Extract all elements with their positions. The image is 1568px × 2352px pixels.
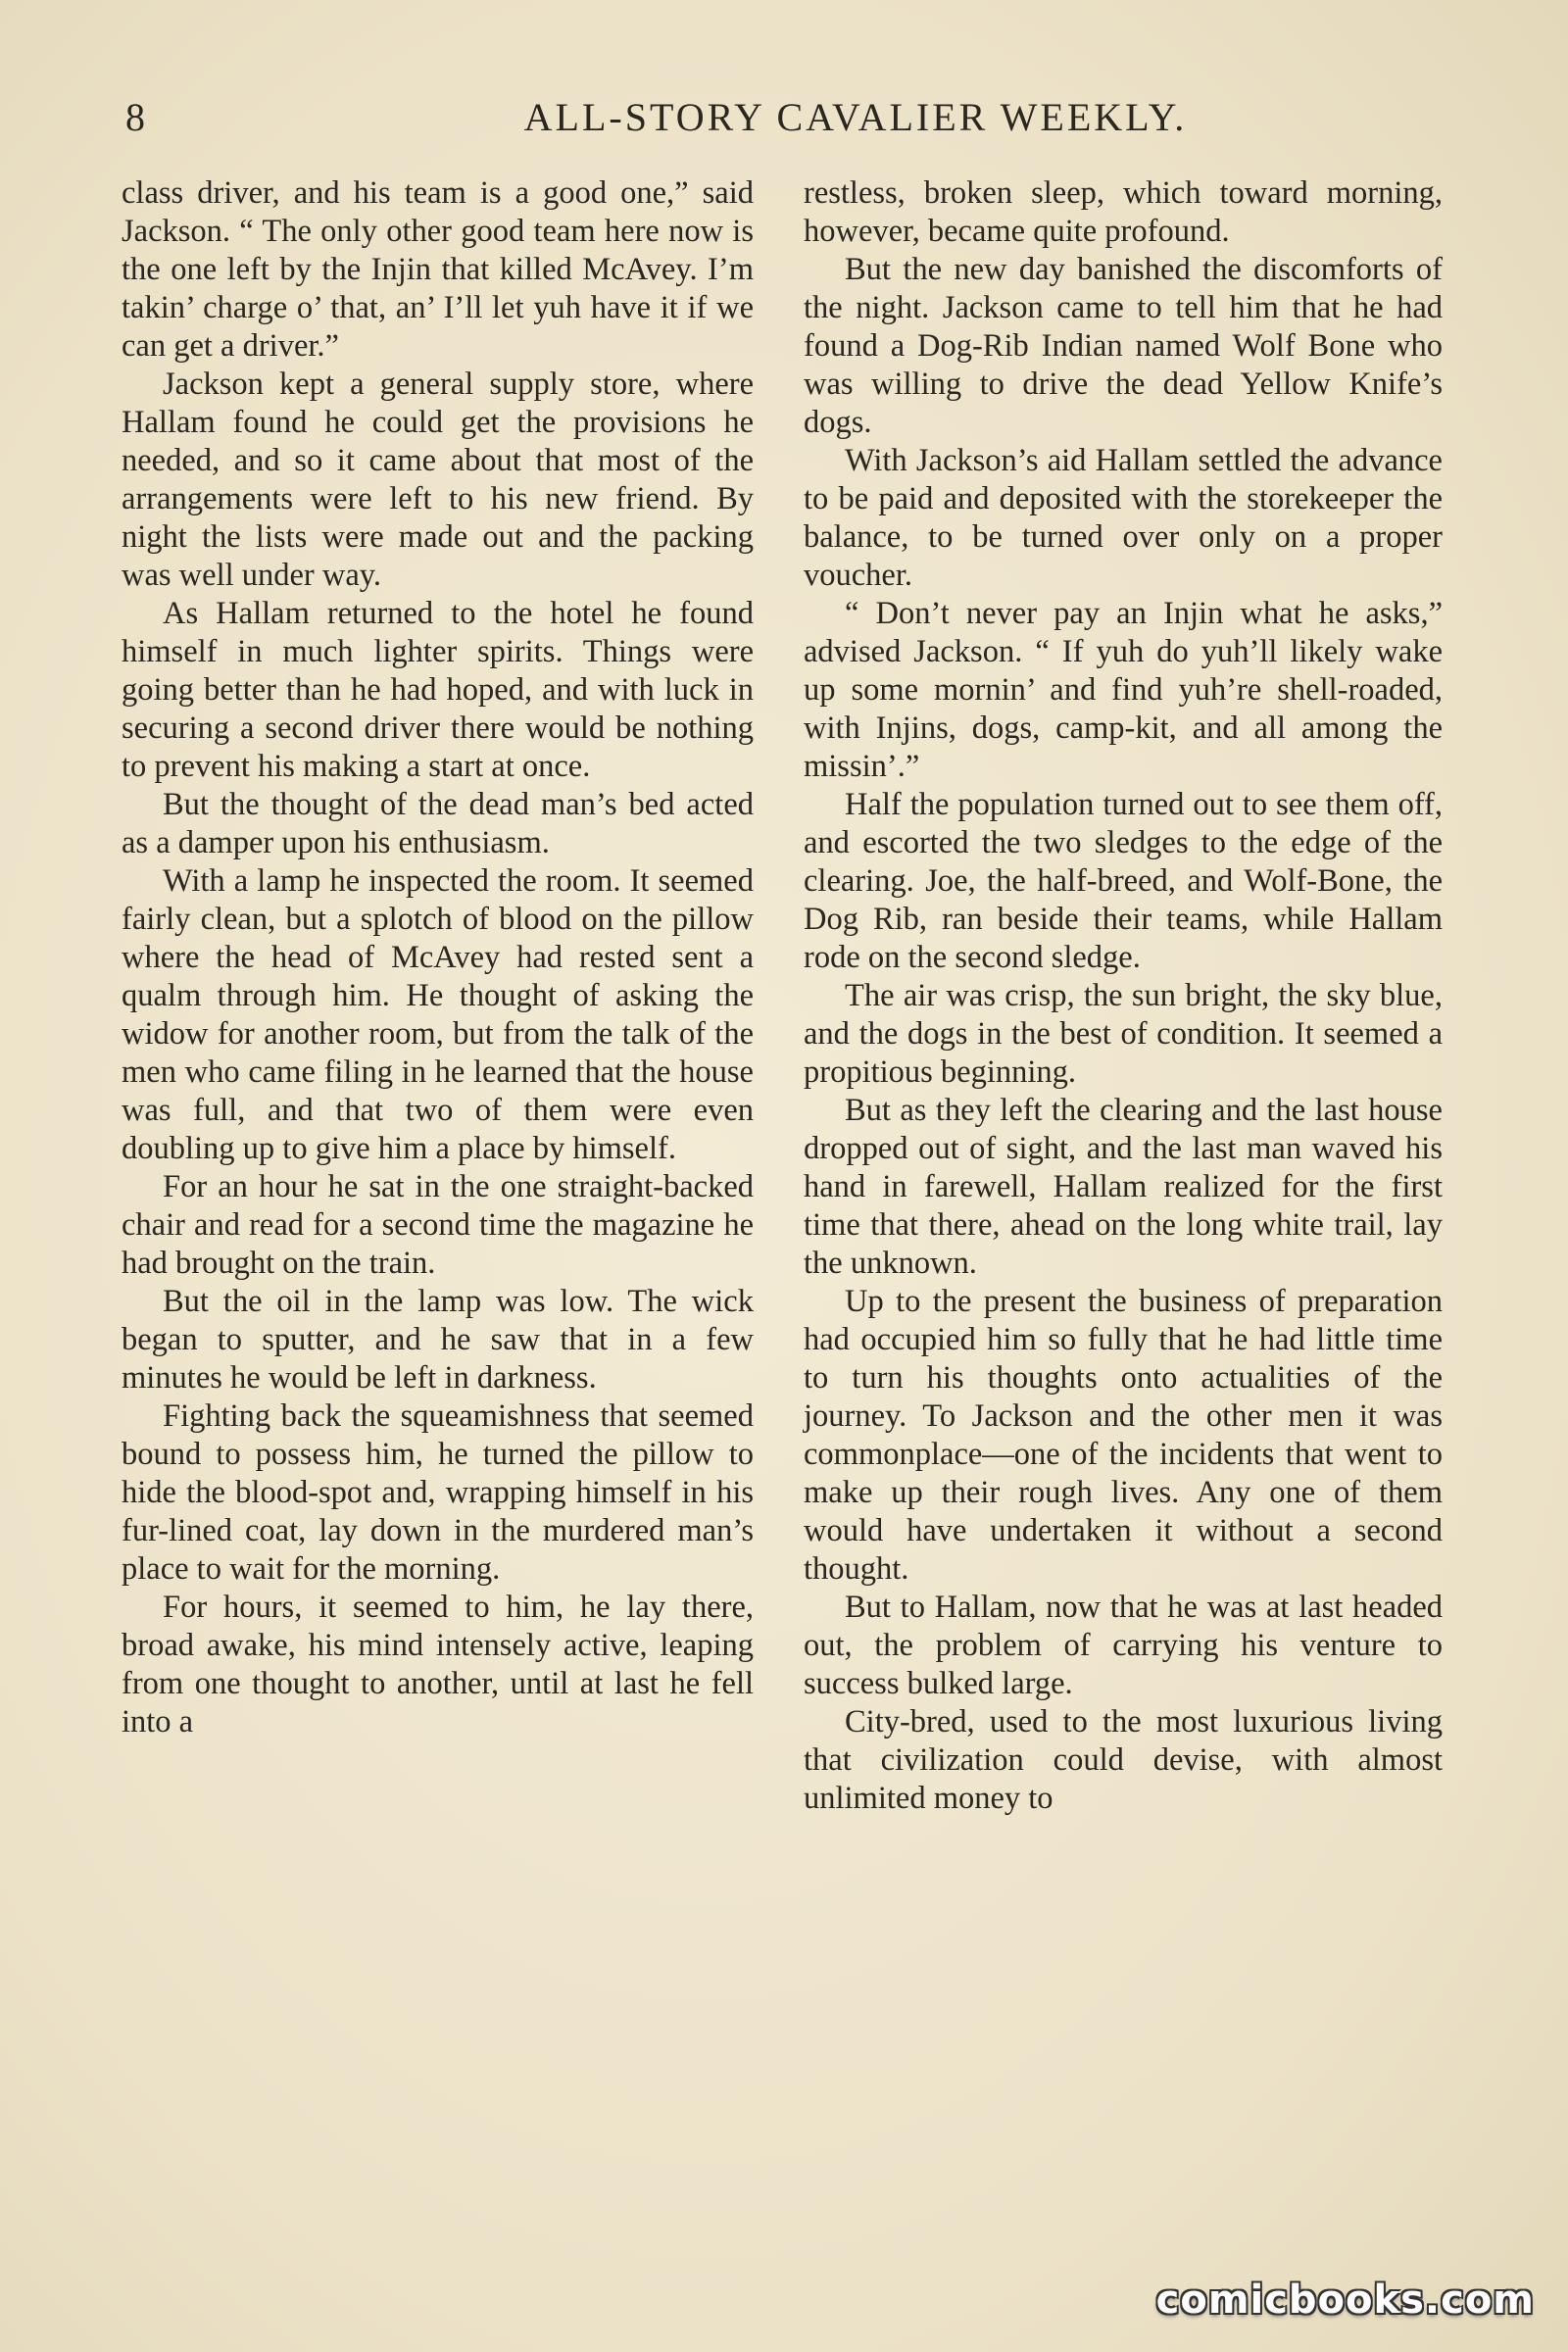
paragraph: Fighting back the squeamishness that seemed bound to possess him, he turned the pillow to hide the blood-spot and, wrapping himself in his fur-lined coat, lay down in the murdered man’s place to wait for the morning. xyxy=(122,1398,754,1587)
paragraph: Jackson kept a general supply store, where Hallam found he could get the provisions he needed, and so it came about that most of the arrangements were left to his new friend. By night the lists were made out and the packing was well under way. xyxy=(122,367,754,593)
paragraph: “ Don’t never pay an Injin what he asks,” advised Jackson. “ If yuh do yuh’ll likely wake up some mornin’ and find yuh’re shell-roaded, with Injins, dogs, camp-kit, and all among the missin’.” xyxy=(804,596,1443,784)
paragraph: City-bred, used to the most luxurious living that civilization could devise, with almost unlimited money to xyxy=(804,1704,1443,1816)
running-title: ALL-STORY CAVALIER WEEKLY. xyxy=(523,95,1188,139)
paragraph: But the oil in the lamp was low. The wick began to sputter, and he saw that in a few minutes he would be left in darkness. xyxy=(122,1284,754,1396)
paragraph: But the new day banished the discomforts of the night. Jackson came to tell him that he had found a Dog-Rib Indian named Wolf Bone who was willing to drive the dead Yellow Knife’s dogs. xyxy=(804,252,1443,440)
watermark: comicbooks.com xyxy=(1155,2278,1535,2323)
paragraph: But the thought of the dead man’s bed acted as a damper upon his enthusiasm. xyxy=(122,787,754,860)
paragraph: With Jackson’s aid Hallam settled the advance to be paid and deposited with the storekeeper the balance, to be turned over only on a proper voucher. xyxy=(804,443,1443,593)
page-header xyxy=(125,94,1439,153)
paragraph: The air was crisp, the sun bright, the sky blue, and the dogs in the best of condition. It seemed a propitious beginning. xyxy=(804,978,1443,1090)
paragraph: class driver, and his team is a good one,” said Jackson. “ The only other good team here now is the one left by the Injin that killed McAvey. I’m takin’ charge o’ that, an’ I’ll let yuh have it if we can get a driver.” xyxy=(122,175,754,364)
paragraph: For an hour he sat in the one straight-backed chair and read for a second time the magazine he had brought on the train. xyxy=(122,1169,754,1281)
paragraph: Up to the present the business of preparation had occupied him so fully that he had little time to turn his thoughts onto actualities of the journey. To Jackson and the other men it was commonplace—one of the incidents that went to make up their rough lives. Any one of them would have undertaken it without a second thought. xyxy=(804,1284,1443,1587)
paragraph: As Hallam returned to the hotel he found himself in much lighter spirits. Things were going better than he had hoped, and with luck in securing a second driver there would be nothing to prevent his making a start at once. xyxy=(122,596,754,784)
left-column xyxy=(122,174,754,1741)
paragraph: But to Hallam, now that he was at last headed out, the problem of carrying his venture to success bulked large. xyxy=(804,1590,1443,1701)
paragraph: With a lamp he inspected the room. It seemed fairly clean, but a splotch of blood on the pillow where the head of McAvey had rested sent a qualm through him. He thought of asking the widow for another room, but from the talk of the men who came filing in he learned that the house was full, and that two of them were even doubling up to give him a place by himself. xyxy=(122,863,754,1166)
paragraph: Half the population turned out to see them off, and escorted the two sledges to the edge of the clearing. Joe, the half-breed, and Wolf-Bone, the Dog Rib, ran beside their teams, while Hallam rode on the second sledge. xyxy=(804,787,1443,975)
page-number: 8 xyxy=(125,95,146,139)
paragraph: But as they left the clearing and the last house dropped out of sight, and the last man waved his hand in farewell, Hallam realized for the first time that there, ahead on the long white trail, lay the unknown. xyxy=(804,1093,1443,1281)
paragraph: For hours, it seemed to him, he lay there, broad awake, his mind intensely active, leaping from one thought to another, until at last he fell into a xyxy=(122,1590,754,1740)
paragraph: restless, broken sleep, which toward morning, however, became quite profound. xyxy=(804,175,1443,249)
right-column xyxy=(804,174,1443,1818)
